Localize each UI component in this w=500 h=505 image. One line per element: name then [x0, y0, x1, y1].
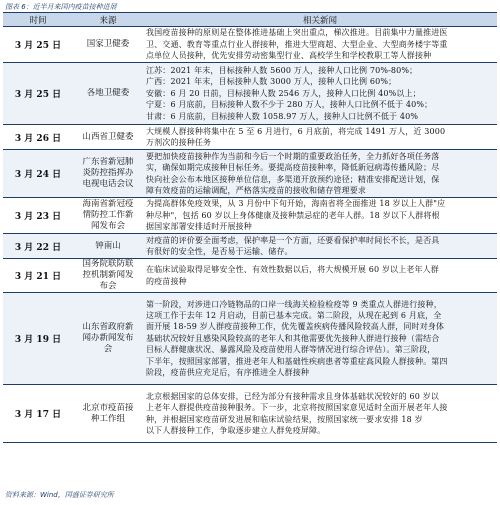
header-time: 时间 [3, 13, 73, 27]
source-footnote: 资料来源：Wind，国盛证券研究所 [5, 491, 114, 499]
table-row [3, 198, 497, 234]
news-line: 据国家部署安排适时开展接种 [146, 222, 252, 232]
table-row [3, 259, 497, 293]
row-source [73, 259, 143, 293]
source-line: 山西省卫健委 [82, 131, 134, 142]
row-news [143, 198, 497, 234]
news-line: 基础状况较好且感染风险较高的老年人和其他需要优先接种人群进行接种（需结合 [146, 333, 440, 343]
row-date: 3 月 25 日 [3, 63, 73, 125]
news-line: 甘肃：6 月底前，目标接种人数 1058.97 万人，接种人口比例不低于 40% [146, 111, 419, 121]
source-line: 钟南山 [95, 240, 121, 251]
source-line: 国家卫健委 [86, 39, 130, 49]
news-line: 我国疫苗接种的原则是在整体推进基础上突出重点，梯次推进。目前集中力量推进医 [146, 28, 448, 38]
vaccination-news-table [3, 12, 497, 443]
row-source [73, 234, 143, 259]
news-line: 北京根据国家的总体安排，已经为部分有接种需求且身体基础状况较好的 60 岁以 [146, 391, 439, 401]
row-date: 3 月 17 日 [3, 385, 73, 443]
news-line: 上老年人群提供疫苗接种服务。下一步，北京将按照国家意见适时全面开展老年人接 [146, 403, 448, 413]
source-line: 海南省新冠疫 [82, 199, 134, 209]
news-line: 障有效疫苗的运输调配，严格落实疫苗的接收和储存管理要求 [146, 185, 367, 195]
source-line: 国务院联防联 [82, 259, 134, 269]
table-row [3, 63, 497, 125]
row-date: 3 月 19 日 [3, 293, 73, 385]
row-news [143, 125, 497, 150]
table-header-row [3, 13, 497, 27]
source-line: 各地卫健委 [86, 88, 130, 98]
news-line: 对疫苗的评价要全面考虑，保护率是一个方面，还要看保护率时间长不长，是否具 [146, 235, 440, 245]
row-source [73, 198, 143, 234]
row-news [143, 293, 497, 385]
source-line: 会 [103, 344, 113, 354]
news-line: 第一阶段，对涉进口冷链物品的口岸一线海关检验检疫等 9 类重点人群进行接种， [146, 299, 442, 309]
table-row [3, 234, 497, 259]
row-source [73, 27, 143, 63]
news-line: 在临床试验取得足够安全性、有效性数据以后，将大规模开展 60 岁以上老年人群 [146, 265, 439, 275]
news-line: 下半年，按照国家部署，推进老年人和基础性疾病患者等重症高风险人群接种。第四 [146, 356, 448, 366]
source-line: 北京市疫苗接 [82, 402, 134, 413]
news-line: 以下人群接种工作，争取逐步建立人群免疫屏障。 [146, 425, 326, 435]
row-news [143, 27, 497, 63]
table-row [3, 27, 497, 63]
source-line: 闻发布会 [90, 221, 125, 231]
row-news [143, 150, 497, 198]
row-date: 3 月 26 日 [3, 125, 73, 150]
news-line: 种，并根据国家疫苗研发进展和临床试验结果，按照国家统一要求安排 18 岁 [146, 414, 423, 424]
source-line: 情防控工作新 [82, 210, 134, 220]
row-source [73, 150, 143, 198]
table-row [3, 385, 497, 443]
source-line: 控机制新闻发 [82, 270, 134, 280]
table-row [3, 125, 497, 150]
row-date: 3 月 23 日 [3, 198, 73, 234]
news-line: 的疫苗接种 [146, 276, 187, 286]
source-line: 布会 [99, 281, 117, 291]
news-line: 有很好的安全性，是否易于运输、储存。 [146, 247, 293, 256]
header-news: 相关新闻 [143, 13, 497, 27]
news-line: 为提高群体免疫效果，从 3 月份中下旬开始，海南省将全面推进 18 岁以上人群"应 [146, 199, 446, 209]
row-date: 3 月 21 日 [3, 259, 73, 293]
news-line: 万剂次的接种任务 [146, 138, 212, 147]
news-line: 种尽种"，包括 60 岁以上身体健康及接种禁忌症的老年人群。18 岁以下人群将根 [146, 210, 440, 220]
row-source [73, 293, 143, 385]
row-news [143, 234, 497, 259]
news-line: 目标人群健康状况、暴露风险及疫苗使用人群等情况进行综合评估）。第三阶段， [146, 345, 436, 355]
source-line: 山东省政府新 [82, 322, 134, 332]
source-line: 炎防控指挥办 [82, 168, 134, 178]
news-line: 江苏：2021 年末，目标接种人数 5600 万人，接种人口比例 70%-80%； [146, 65, 418, 75]
news-line: 实，确保如期完成接种目标任务。要提高疫苗接种率，降低新冠病毒传播风险；尽 [146, 163, 440, 173]
table-body [3, 27, 497, 443]
row-news [143, 63, 497, 125]
news-line: 要把加快疫苗接种作为当前和今后一个时期的重要政治任务，全力抓好各项任务落 [146, 151, 440, 161]
source-line: 种工作组 [90, 413, 125, 424]
news-line: 点单位人员接种，优先安排劳动密集型行业、高校学生和学校教职工等人群接种 [146, 51, 432, 61]
news-line: 快向社会公布本地区接种单位信息，多渠道开放预约途径；精准安排配送计划，保 [146, 174, 440, 184]
header-source: 来源 [73, 13, 143, 27]
news-line: 广西：2021 年末，目标接种人数 3000 万人，接种人口比例 60%； [146, 77, 397, 87]
news-line: 卫、交通、教育等重点行业人群接种，推进大型商超、大型企业、大型商务楼宇等重 [146, 39, 448, 49]
source-line: 电视电话会议 [82, 179, 134, 189]
source-line: 闻办新闻发布 [82, 333, 134, 343]
news-line: 大规模人群接种将集中在 5 至 6 月进行，6 月底前，将完成 1491 万人，近 3000 [146, 126, 446, 136]
table-row [3, 150, 497, 198]
row-source [73, 63, 143, 125]
row-date: 3 月 25 日 [3, 27, 73, 63]
source-line: 广东省新冠肺 [82, 157, 134, 167]
news-line: 安徽：6 月 20 日前，目标接种人数 2546 万人，接种人口比例 40%以上； [146, 88, 421, 98]
news-line: 面开展 18-59 岁人群疫苗接种工作，优先覆盖疾病传播风险较高人群，同时对身体 [146, 322, 445, 332]
figure-title: 图表 6：近半月来国内疫苗接种进展 [5, 3, 117, 11]
news-line: 阶段，疫苗供应充足后，有序推进全人群接种 [146, 368, 309, 378]
row-source [73, 385, 143, 443]
row-news [143, 259, 497, 293]
news-line: 这项工作于去年 12 月启动，目前已基本完成。第二阶段，从现在起到 6 月底，全 [146, 310, 442, 320]
row-date: 3 月 24 日 [3, 150, 73, 198]
table-row [3, 293, 497, 385]
row-date: 3 月 22 日 [3, 234, 73, 259]
row-source [73, 125, 143, 150]
row-news [143, 385, 497, 443]
news-line: 宁夏：6 月底前，目标接种人数不少于 280 万人，接种人口比例不低于 40%； [146, 100, 433, 110]
